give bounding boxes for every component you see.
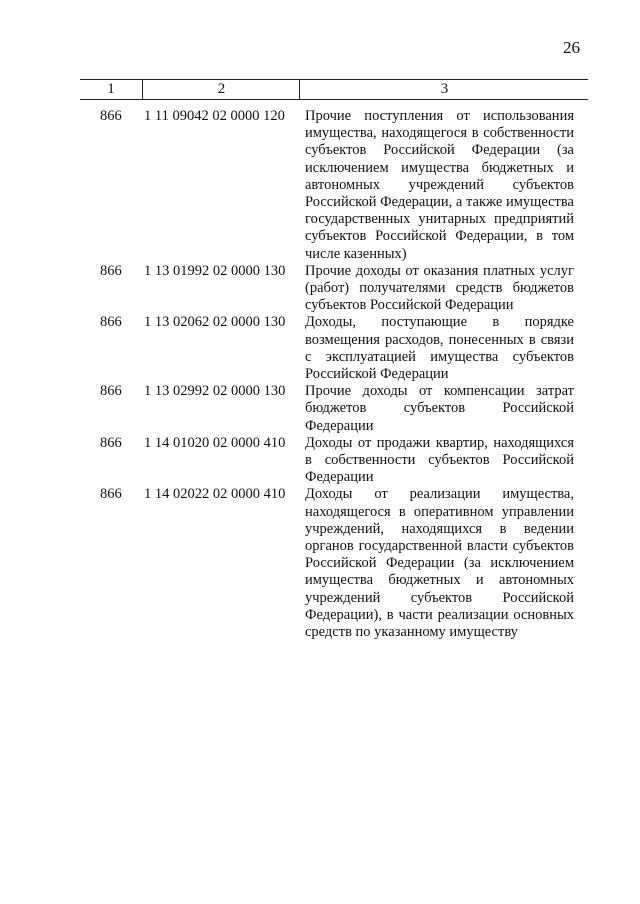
- budget-classification-code: 1 13 01992 02 0000 130: [144, 262, 286, 279]
- table-header: [80, 79, 588, 100]
- budget-classification-code: 1 13 02062 02 0000 130: [144, 314, 286, 331]
- income-description: Доходы от продажи квартир, находящихся в собственности субъектов Российской Федерации: [305, 434, 574, 486]
- page-number: 26: [563, 38, 580, 57]
- table-row: [80, 486, 588, 641]
- income-description: Прочие доходы от оказания платных услуг (работ) получателями средств бюджетов субъектов Российской Федерации: [305, 262, 574, 314]
- column-header-2: 2: [142, 80, 300, 99]
- admin-code: 866: [100, 383, 122, 400]
- budget-classification-code: 1 14 02022 02 0000 410: [144, 486, 286, 503]
- budget-classification-code: 1 14 01020 02 0000 410: [144, 434, 286, 451]
- table-row: [80, 314, 588, 383]
- admin-code: 866: [100, 434, 122, 451]
- admin-code: 866: [100, 314, 122, 331]
- table-row: [80, 263, 588, 315]
- budget-classification-code: 1 11 09042 02 0000 120: [144, 108, 285, 124]
- income-description: Прочие доходы от компенсации затрат бюджетов субъектов Российской Федерации: [305, 383, 574, 434]
- column-header-1: 1: [107, 81, 115, 97]
- table-row: [80, 108, 588, 263]
- admin-code: 866: [100, 486, 122, 503]
- column-header-3: 3: [299, 80, 589, 99]
- table-row: [80, 435, 588, 487]
- table-row: [80, 383, 588, 435]
- income-description: Прочие поступления от использования имущества, находящегося в собственности субъектов Российской Федерации (за исключением имущества бюджетных и автономных учреждений субъектов Российской Федерации, а также имущества государственных унитарных предприятий субъектов Российской Федерации, в том числе казенных): [305, 108, 574, 262]
- income-description: Доходы от реализации имущества, находящегося в оперативном управлении учреждений, находящихся в ведении органов государственной власти субъектов Российской Федерации (за исключением имущества бюджетных и автономных учреждений субъектов Российской Федерации), в части реализации основных средств по указанному имуществу: [305, 486, 574, 641]
- table-body: [80, 108, 588, 641]
- budget-classification-code: 1 13 02992 02 0000 130: [144, 383, 286, 400]
- income-description: Доходы, поступающие в порядке возмещения расходов, понесенных в связи с эксплуатацией имущества субъектов Российской Федерации: [305, 314, 574, 383]
- admin-code: 866: [100, 262, 122, 279]
- admin-code: 866: [100, 108, 122, 124]
